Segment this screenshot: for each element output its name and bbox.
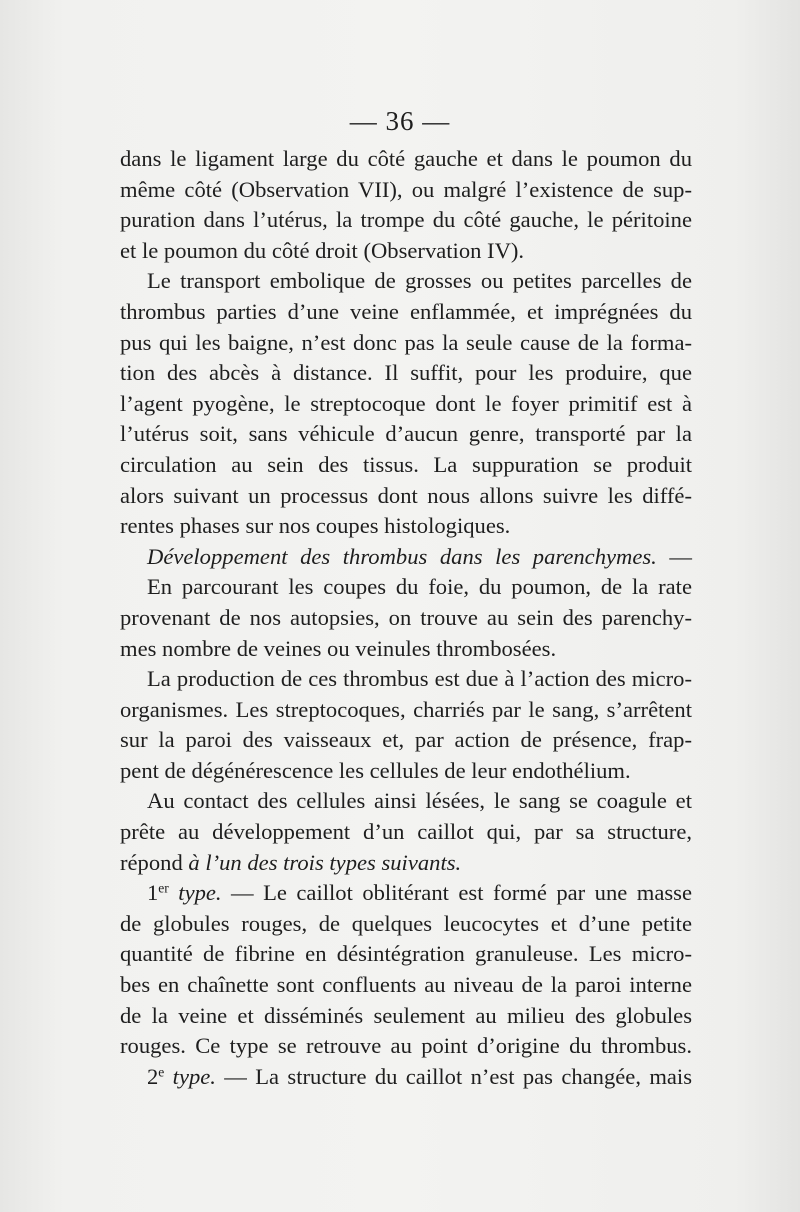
text-line (120, 1062, 692, 1093)
text-run: Le transport embolique de grosses ou petites parcelles de (147, 268, 692, 294)
text-run: quantité de fibrine en désintégration granuleuse. Les micro- (120, 941, 692, 967)
text-run: — (656, 543, 692, 569)
text-run: de globules rouges, de quelques leucocytes et d’une petite (120, 910, 692, 936)
italic-run: type. (168, 880, 222, 906)
text-run: tion des abcès à distance. Il suffit, pour les produire, que (120, 360, 692, 386)
text-run: — La structure du caillot n’est pas changée, mais (215, 1063, 692, 1089)
italic-run: à l’un des trois types suivants. (188, 849, 462, 875)
text-run: et le poumon du côté droit (Observation IV). (120, 237, 525, 263)
text-run: rouges. Ce type se retrouve au point d’origine du thrombus. (120, 1033, 692, 1059)
text-run: bes en chaînette sont confluents au niveau de la paroi interne (120, 972, 692, 998)
text-line (120, 603, 692, 634)
text-line (120, 542, 692, 573)
text-run: sur la paroi des vaisseaux et, par action de présence, frap- (120, 727, 692, 753)
text-run: pent de dégénérescence les cellules de leur endothélium. (120, 757, 631, 783)
text-line (120, 511, 692, 542)
text-run: l’agent pyogène, le streptocoque dont le foyer primitif est à (120, 390, 692, 416)
text-line (120, 297, 692, 328)
text-line (120, 756, 692, 787)
text-line (120, 1031, 692, 1062)
text-run: circulation au sein des tissus. La suppuration se produit (120, 451, 692, 477)
text-run: même côté (Observation VII), ou malgré l’existence de sup- (120, 176, 692, 202)
text-run: puration dans l’utérus, la trompe du côté gauche, le péritoine (120, 207, 692, 233)
text-run: alors suivant un processus dont nous allons suivre les diffé- (120, 482, 692, 508)
text-line (120, 1001, 692, 1032)
text-run: rentes phases sur nos coupes histologiques. (120, 513, 511, 539)
text-line (120, 358, 692, 389)
text-line (120, 817, 692, 848)
text-line (120, 572, 692, 603)
text-line (120, 786, 692, 817)
text-line (120, 848, 692, 879)
text-run: pus qui les baigne, n’est donc pas la seule cause de la forma- (120, 329, 692, 355)
text-line (120, 481, 692, 512)
text-run: de la veine et disséminés seulement au milieu des globules (120, 1002, 692, 1028)
text-run: En parcourant les coupes du foie, du poumon, de la rate (147, 574, 692, 600)
text-run: — Le caillot oblitérant est formé par une masse (221, 880, 692, 906)
text-run: l’utérus soit, sans véhicule d’aucun genre, transporté par la (120, 421, 692, 447)
body-text (120, 144, 692, 1092)
text-line (120, 419, 692, 450)
text-line (120, 236, 692, 267)
text-line (120, 328, 692, 359)
text-line (120, 909, 692, 940)
text-line (120, 939, 692, 970)
italic-run: Développement des thrombus dans les parenchymes. (147, 543, 657, 569)
text-run: répond (120, 849, 189, 875)
type-number: 1 (147, 880, 159, 906)
italic-run: type. (164, 1063, 216, 1089)
text-line (120, 175, 692, 206)
text-line (120, 144, 692, 175)
text-line (120, 664, 692, 695)
text-run: mes nombre de veines ou veinules thrombosées. (120, 635, 557, 661)
type-number: 2 (147, 1063, 159, 1089)
text-line (120, 634, 692, 665)
text-run: provenant de nos autopsies, on trouve au sein des parenchy- (120, 604, 692, 630)
text-run: thrombus parties d’une veine enflammée, et imprégnées du (120, 298, 692, 324)
text-line (120, 695, 692, 726)
page-number: — 36 — (349, 106, 451, 136)
text-run: organismes. Les streptocoques, charriés par le sang, s’arrêtent (120, 696, 692, 722)
text-line (120, 450, 692, 481)
text-run: Au contact des cellules ainsi lésées, le sang se coagule et (147, 788, 692, 814)
text-line (120, 725, 692, 756)
text-line (120, 266, 692, 297)
text-line (120, 878, 692, 909)
ordinal-suffix: e (158, 1064, 165, 1080)
text-run: dans le ligament large du côté gauche et dans le poumon du (120, 146, 692, 171)
text-line (120, 970, 692, 1001)
text-line (120, 389, 692, 420)
text-line (120, 205, 692, 236)
text-run: La production de ces thrombus est due à l’action des micro- (147, 666, 692, 692)
ordinal-suffix: er (158, 880, 169, 896)
text-run: prête au développement d’un caillot qui, par sa structure, (120, 819, 692, 845)
